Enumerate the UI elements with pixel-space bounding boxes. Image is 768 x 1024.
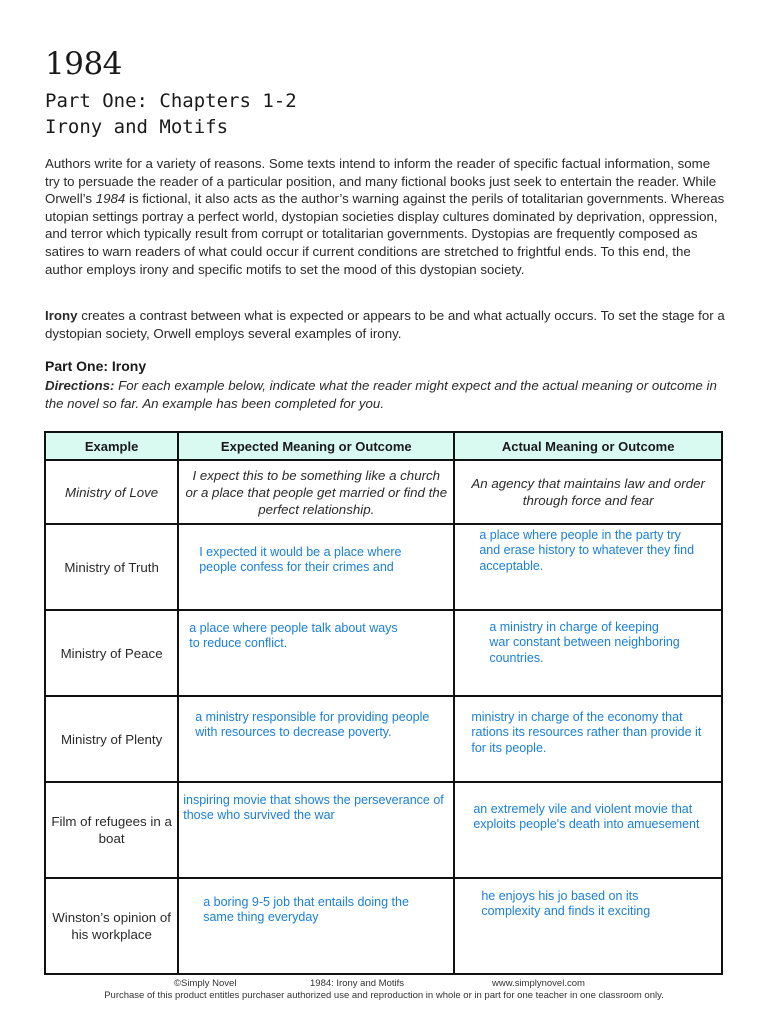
irony-definition: Irony creates a contrast between what is expected or appears to be and what actually occurs. To set the stage for a dystopian society, Orwell employs several examples of irony. [45, 308, 725, 341]
expected-cell[interactable]: I expected it would be a place where people confess for their crimes and [178, 524, 454, 610]
table-row [45, 878, 722, 974]
example-cell: Film of refugees in a boat [45, 782, 178, 878]
actual-cell[interactable]: an extremely vile and violent movie that exploits people's death into amuesement [454, 782, 722, 878]
example-cell: Ministry of Love [45, 460, 178, 524]
section-heading: Part One: Irony [45, 358, 147, 374]
actual-cell[interactable]: An agency that maintains law and order through force and fear [454, 460, 722, 524]
expected-cell[interactable]: inspiring movie that shows the perseverance of those who survived the war [178, 782, 454, 878]
footer-copyright: ©Simply Novel [174, 978, 237, 989]
example-cell: Ministry of Truth [45, 524, 178, 610]
directions-text: Directions: For each example below, indicate what the reader might expect and the actual meaning or outcome in the novel so far. An example has been completed for you. [45, 378, 717, 411]
table-row [45, 610, 722, 696]
header-expected: Expected Meaning or Outcome [178, 432, 454, 460]
irony-table [44, 431, 723, 975]
actual-cell[interactable]: he enjoys his jo based on its complexity and finds it exciting [454, 878, 722, 974]
actual-cell[interactable]: a place where people in the party try and erase history to whatever they find acceptable. [454, 524, 722, 610]
footer-notice: Purchase of this product entitles purchaser authorized use and reproduction in whole or in part for one teacher in one classroom only. [104, 990, 664, 1001]
example-cell: Ministry of Peace [45, 610, 178, 696]
expected-cell[interactable]: a boring 9-5 job that entails doing the same thing everyday [178, 878, 454, 974]
footer-website: www.simplynovel.com [492, 978, 585, 989]
chapter-heading: Part One: Chapters 1-2 [45, 90, 297, 112]
table-row [45, 524, 722, 610]
table-row [45, 460, 722, 524]
directions-label: Directions: [45, 378, 115, 393]
expected-cell[interactable]: a place where people talk about ways to reduce conflict. [178, 610, 454, 696]
novel-title-italic: 1984 [95, 191, 126, 207]
example-cell: Winston’s opinion of his workplace [45, 878, 178, 974]
footer-title: 1984: Irony and Motifs [310, 978, 404, 989]
example-cell: Ministry of Plenty [45, 696, 178, 782]
actual-cell[interactable]: a ministry in charge of keeping war constant between neighboring countries. [454, 610, 722, 696]
header-actual: Actual Meaning or Outcome [454, 432, 722, 460]
expected-cell[interactable]: a ministry responsible for providing people with resources to decrease poverty. [178, 696, 454, 782]
actual-cell[interactable]: ministry in charge of the economy that rations its resources rather than provide it for its people. [454, 696, 722, 782]
topic-heading: Irony and Motifs [45, 116, 229, 138]
intro-paragraph: Authors write for a variety of reasons. Some texts intend to inform the reader of specific factual information, some try to persuade the reader of a particular position, and many fictional books just seek to entertain the reader. While Orwell’s 1984 is fictional, it also acts as the author’s warning against the perils of totalitarian governments. Whereas utopian settings portray a perfect world, dystopian societies display cultures dominated by deprivation, oppression, and terror which typically result from corrupt or totalitarian governments. Dystopias are frequently composed as satires to warn readers of what could occur if current conditions are stretched to frightful ends. To this end, the author employs irony and specific motifs to set the mood of this dystopian society. [45, 156, 725, 277]
table-header-row [45, 432, 722, 460]
irony-term: Irony [45, 308, 78, 323]
document-title: 1984 [45, 46, 122, 82]
expected-cell[interactable]: I expect this to be something like a church or a place that people get married or find the perfect relationship. [178, 460, 454, 524]
table-row [45, 696, 722, 782]
header-example: Example [45, 432, 178, 460]
table-row [45, 782, 722, 878]
